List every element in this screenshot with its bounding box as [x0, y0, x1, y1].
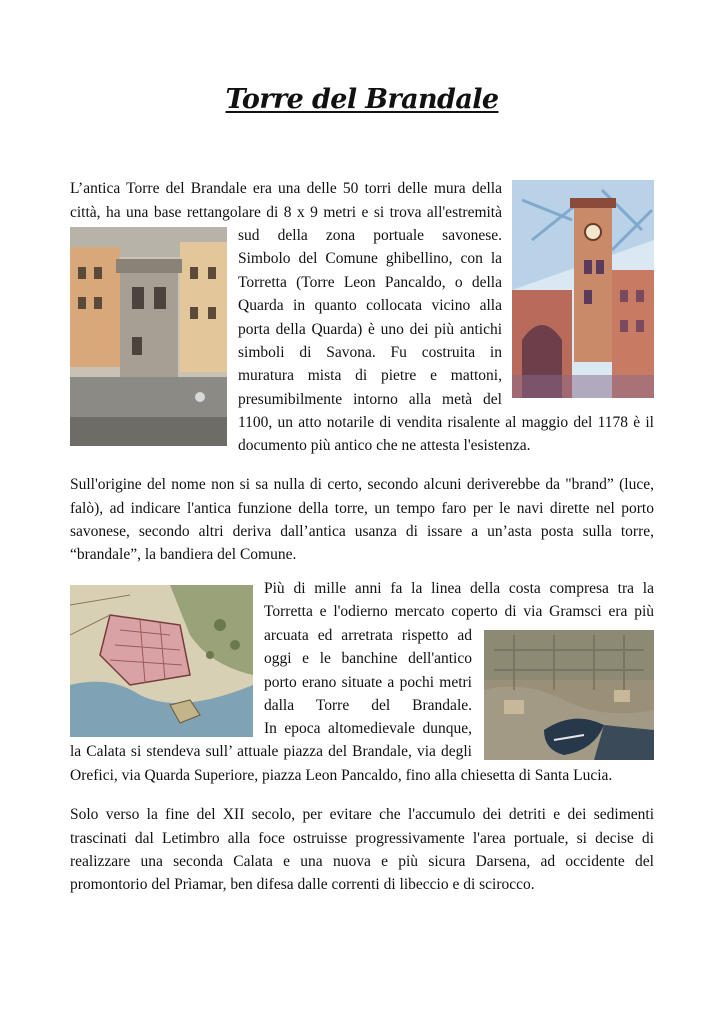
section1-line: città, ha una base rettangolare di 8 x 9 metri e si trova all'estremità	[70, 204, 502, 221]
section2-line: savonese, secondo altri deriva dall’antica usanza di issare a un’asta posta sulla torre,	[70, 523, 654, 540]
section4-line: Solo verso la fine del XII secolo, per evitare che l'accumulo dei detriti e dei sedimenti	[70, 806, 654, 823]
section3-line: porto erano situate a pochi metri	[264, 674, 472, 691]
section2-line: falò), ad indicare l'antica funzione della torre, un tempo faro per le navi dirette nel porto	[70, 500, 654, 517]
section3-line: Torretta e l'odierno mercato coperto di via Gramsci era più	[264, 603, 654, 620]
section3-line: oggi e le banchine dell'antico	[264, 650, 472, 667]
section2-line: Sull'origine del nome non si sa nulla di certo, secondo alcuni deriverebbe da "brand” (luce,	[70, 476, 654, 493]
section1-line: documento più antico che ne attesta l'esistenza.	[238, 437, 531, 454]
section1-line: Simbolo del Comune ghibellino, con la	[238, 250, 502, 267]
section1-line: presumibilmente intorno alla metà del	[238, 391, 502, 408]
tower-photo-image	[70, 227, 227, 446]
section1-line: porta della Quarda) è uno dei più antichi	[238, 321, 502, 338]
tower-painting-image	[512, 180, 654, 398]
section3-line: dalla Torre del Brandale.	[264, 697, 472, 714]
section4-line: realizzare una seconda Calata e una nuova e più sicura Darsena, ad occidente del	[70, 853, 654, 870]
section1-line: sud della zona portuale savonese.	[238, 227, 502, 244]
section1-line: L’antica Torre del Brandale era una delle 50 torri delle mura della	[70, 180, 502, 197]
section2-line: “brandale”, la bandiera del Comune.	[70, 546, 297, 563]
section1-line: Quarda in quanto collocata vicino alla	[238, 297, 502, 314]
section1-line: Torretta (Torre Leon Pancaldo, o della	[238, 274, 502, 291]
section3-line: arcuata ed arretrata rispetto ad	[264, 627, 472, 644]
section4-line: trascinati dal Letimbro alla foce ostruisse progressivamente l'area portuale, si decise di	[70, 830, 654, 847]
section4-line: promontorio del Prìamar, ben difesa dalle correnti di libeccio e di scirocco.	[70, 876, 535, 893]
section3-line: la Calata si stendeva sull’ attuale piazza del Brandale, via degli	[70, 743, 472, 760]
page-title: Torre del Brandale	[225, 84, 499, 115]
historic-map-image	[70, 585, 253, 737]
section1-line: muratura mista di pietre e mattoni,	[238, 367, 502, 384]
section3-line: Più di mille anni fa la linea della costa compresa tra la	[264, 580, 654, 597]
section3-line: In epoca altomedievale dunque,	[264, 720, 472, 737]
section1-line: 1100, un atto notarile di vendita risalente al maggio del 1178 è il	[238, 414, 654, 431]
section1-line: simboli di Savona. Fu costruita in	[238, 344, 502, 361]
section3-line: Orefici, via Quarda Superiore, piazza Leon Pancaldo, fino alla chiesetta di Santa Lucia.	[70, 767, 613, 784]
aerial-photo-image	[484, 630, 654, 760]
